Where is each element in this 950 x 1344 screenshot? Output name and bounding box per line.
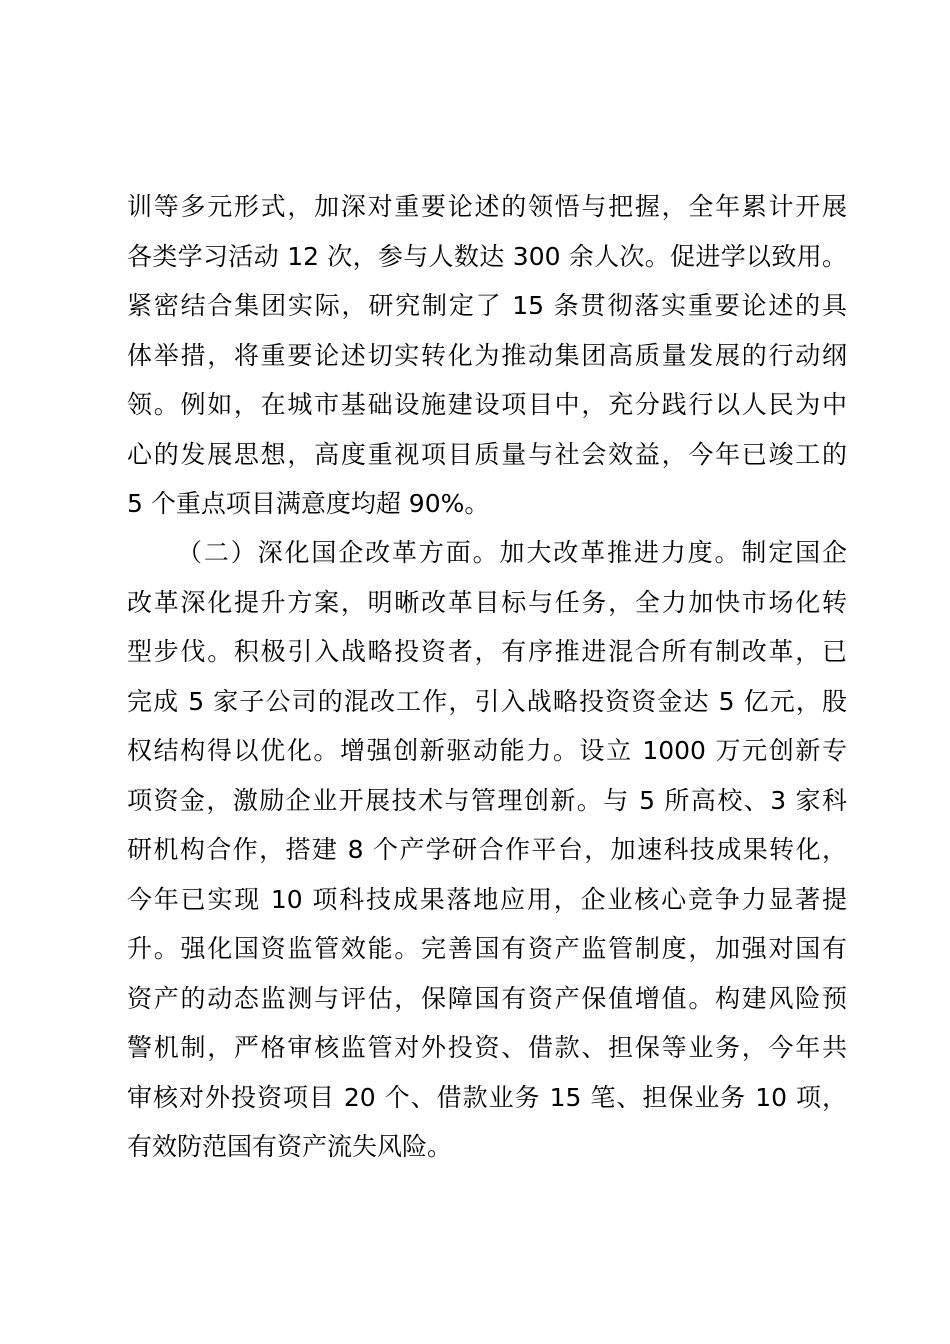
paragraph-line: 资产的动态监测与评估，保障国有资产保值增值。构建风险预 <box>127 983 847 1013</box>
paragraph-line: 5 个重点项目满意度均超 90%。 <box>127 489 490 518</box>
paragraph-line: 项资金，激励企业开展技术与管理创新。与 5 所高校、3 家科 <box>127 785 847 815</box>
paragraph-line: 心的发展思想，高度重视项目质量与社会效益，今年已竣工的 <box>127 439 847 469</box>
paragraph-line: 体举措，将重要论述切实转化为推动集团高质量发展的行动纲 <box>127 340 847 370</box>
paragraph-line: 改革深化提升方案，明晰改革目标与任务，全力加快市场化转 <box>127 587 847 617</box>
paragraph-line: 训等多元形式，加深对重要论述的领悟与把握，全年累计开展 <box>127 192 847 221</box>
paragraph-line: 今年已实现 10 项科技成果落地应用，企业核心竞争力显著提 <box>127 884 847 914</box>
paragraph-line: 型步伐。积极引入战略投资者，有序推进混合所有制改革，已 <box>127 637 847 666</box>
paragraph-line: 有效防范国有资产流失风险。 <box>127 1132 453 1161</box>
paragraph-line: 研机构合作，搭建 8 个产学研合作平台，加速科技成果转化， <box>127 835 847 864</box>
paragraph-line: 紧密结合集团实际，研究制定了 15 条贯彻落实重要论述的具 <box>127 291 847 320</box>
paragraph-line: 审核对外投资项目 20 个、借款业务 15 笔、担保业务 10 项， <box>127 1082 847 1112</box>
paragraph-line: 领。例如，在城市基础设施建设项目中，充分践行以人民为中 <box>127 390 847 419</box>
paragraph-line: 升。强化国资监管效能。完善国有资产监管制度，加强对国有 <box>127 934 847 963</box>
paragraph-line: （二）深化国企改革方面。加大改革推进力度。制定国企 <box>177 538 847 567</box>
paragraph-line: 权结构得以优化。增强创新驱动能力。设立 1000 万元创新专 <box>127 736 847 765</box>
paragraph-line: 完成 5 家子公司的混改工作，引入战略投资资金达 5 亿元，股 <box>127 686 847 716</box>
paragraph-continued <box>127 182 847 529</box>
paragraph-line: 各类学习活动 12 次，参与人数达 300 余人次。促进学以致用。 <box>127 241 847 271</box>
paragraph-line: 警机制，严格审核监管对外投资、借款、担保等业务，今年共 <box>127 1033 847 1062</box>
paragraph-reform <box>127 528 847 1172</box>
